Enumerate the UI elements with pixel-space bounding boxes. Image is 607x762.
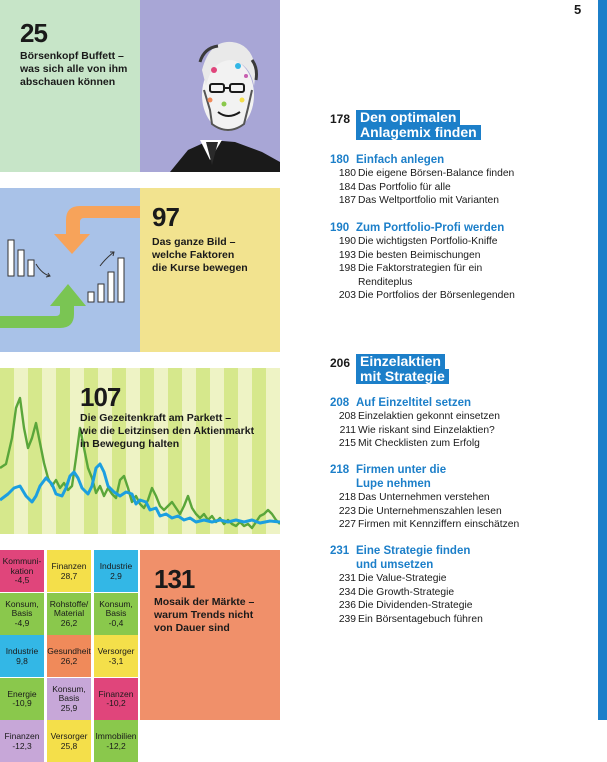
group-title: Einfach anlegen [356,154,445,166]
section-title[interactable]: Einzelaktien mit Strategie [356,354,449,384]
sector-value: 2,9 [110,570,122,581]
sector-label: Basis [11,608,33,619]
sector-value: 25,9 [60,702,78,713]
tile-caption: Die Gezeitenkraft am Parkett – wie die Leitzinsen den Aktienmarkt in Bewegung halten [80,412,255,450]
group-title: Zum Portfolio-Profi werden [356,222,505,234]
sector-label: Material [53,608,85,619]
toc-group[interactable] [330,544,590,626]
sector-value: -4,5 [14,575,30,586]
toc-group[interactable] [330,221,590,303]
sector-cell [47,635,91,677]
sector-value: -3,1 [108,655,124,666]
sector-label: Energie [7,688,37,699]
sector-label: Kommuni- [2,556,42,567]
sector-cell [47,550,91,592]
section-title[interactable]: Den optimalen Anlagemix finden [356,110,481,140]
sector-label: Konsum, [52,683,86,694]
sector-label: Konsum, [5,598,39,609]
sector-value: -4,9 [14,617,30,628]
edge-bar [598,0,607,720]
tile-number: 107 [80,382,121,412]
toc-entry[interactable]: Renditeplus [358,276,413,288]
toc-entry[interactable]: 190 Die wichtigsten Portfolio-Kniffe [338,236,498,247]
sector-label: Finanzen [51,561,87,571]
sector-value: 25,8 [60,740,78,751]
section-page-number: 178 [330,112,351,126]
tile-number: 131 [154,564,195,594]
buffett-portrait [140,0,280,172]
sector-cell [94,550,138,592]
sector-cell [0,593,44,635]
sector-label: Immobilien [95,731,137,741]
sector-cell [47,593,91,635]
toc-entry[interactable]: 239 Ein Börsentagebuch führen [338,613,483,625]
group-title: und umsetzen [356,559,434,571]
sector-label: Basis [105,608,127,619]
sector-label: Industrie [99,561,133,571]
group-title: Eine Strategie finden [356,545,471,557]
group-title: Firmen unter die [356,464,447,476]
sector-cell [47,678,91,720]
group-page-number: 208 [330,397,350,409]
page-number: 5 [574,2,582,17]
tile-caption: Mosaik der Märkte – warum Trends nicht von Dauer sind [154,596,255,634]
sector-label: Industrie [5,646,39,656]
group-page-number: 218 [330,464,350,476]
sector-value: -12,3 [12,740,32,751]
tile-buffett[interactable] [0,0,280,172]
toc-entry[interactable]: 187 Das Weltportfolio mit Varianten [338,195,499,206]
sector-cell [0,720,44,762]
section-page-number: 206 [330,356,351,370]
toc-group[interactable] [330,463,590,532]
sector-value: 26,2 [60,617,78,628]
sector-cell [94,635,138,677]
sector-value: 26,2 [60,655,78,666]
tile-caption: Das ganze Bild – welche Faktoren die Kurse bewegen [152,236,248,274]
tile-caption: Börsenkopf Buffett – was sich alle von ihm abschauen können [20,50,128,88]
group-page-number: 180 [330,154,350,166]
sector-value: -0,4 [108,617,124,628]
sector-label: Versorger [97,646,135,656]
toc-entry[interactable]: 227 Firmen mit Kennziffern einschätzen [338,519,520,530]
sector-label: kation [10,565,34,576]
toc-entry[interactable]: 184 Das Portfolio für alle [338,181,451,193]
sector-value: 9,8 [16,655,28,666]
sector-value: -12,2 [106,740,126,751]
toc-entry[interactable]: 218 Das Unternehmen verstehen [338,492,490,503]
sector-cell [0,635,44,677]
sector-cell [0,550,44,592]
sector-cell [94,678,138,720]
toc-entry[interactable]: 180 Die eigene Börsen-Balance finden [338,168,515,179]
sector-value: 28,7 [60,570,78,581]
sector-cell [0,678,44,720]
toc-entry[interactable]: 234 Die Growth-Strategie [338,586,455,598]
tile-mosaic[interactable] [0,550,280,751]
interest-chart [0,368,280,534]
group-page-number: 231 [330,545,350,557]
sector-label: Versorger [50,731,88,741]
toc-entry[interactable]: 215 Mit Checklisten zum Erfolg [338,438,480,449]
sector-value: -10,2 [106,698,126,708]
sector-value: -10,9 [12,698,32,708]
toc-entry[interactable]: 193 Die besten Beimischungen [338,249,481,261]
sector-label: Finanzen [98,688,134,699]
toc-group[interactable] [330,153,590,208]
toc-entry[interactable]: 203 Die Portfolios der Börsenlegenden [338,290,515,301]
group-page-number: 190 [330,222,350,234]
toc-entry[interactable]: 208 Einzelaktien gekonnt einsetzen [338,411,500,422]
sector-cell [47,720,91,762]
toc-entry[interactable]: 198 Die Faktorstrategien für ein [338,263,483,274]
toc-entry[interactable]: 236 Die Dividenden-Strategie [338,600,473,611]
tile-number: 97 [152,202,179,232]
tile-interest[interactable] [0,368,280,534]
toc-group[interactable] [330,396,590,451]
toc-entry[interactable]: 231 Die Value-Strategie [338,573,447,584]
sector-mosaic [0,550,138,751]
tile-factors[interactable] [0,188,280,352]
toc-entry[interactable]: 211 Wie riskant sind Einzelaktien? [339,424,495,436]
sector-label: Rohstoffe/ [49,598,89,609]
sector-cell [94,593,138,635]
sector-label: Gesundheit [47,646,91,656]
group-title: Auf Einzeltitel setzen [356,397,472,409]
toc-entry[interactable]: 223 Die Unternehmenszahlen lesen [338,505,502,517]
group-title: Lupe nehmen [356,478,431,490]
sector-label: Finanzen [4,731,40,741]
sector-label: Basis [58,693,80,704]
sector-cell [94,720,138,762]
factors-illustration [0,188,140,352]
sector-label: Konsum, [99,598,133,609]
tile-number: 25 [20,18,47,48]
